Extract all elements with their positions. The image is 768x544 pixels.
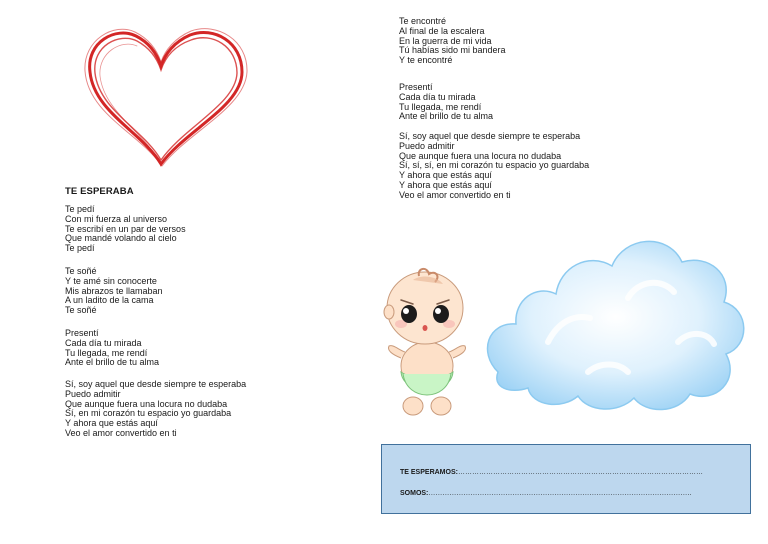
poem-title: TE ESPERABA xyxy=(65,186,134,197)
poem-line: Ante el brillo de tu alma xyxy=(399,111,494,122)
poem-line: Veo el amor convertido en ti xyxy=(65,427,177,438)
poem-line: Sí, sí, sí, en mi corazón tu espacio yo guardaba xyxy=(399,160,590,171)
poem-line: Que aunque fuera una locura no dudaba xyxy=(65,398,228,409)
poem-line: Cada día tu mirada xyxy=(399,91,476,102)
left-stanza-3 xyxy=(65,329,159,368)
announcement-form xyxy=(381,444,751,514)
poem-line: Cada día tu mirada xyxy=(65,337,142,348)
poem-line: Presentí xyxy=(65,328,99,338)
left-stanza-4 xyxy=(65,380,246,439)
poem-line: Sí, soy aquel que desde siempre te esperaba xyxy=(399,131,581,141)
poem-line: Ante el brillo de tu alma xyxy=(65,357,160,368)
poem-line: Y ahora que estás aquí xyxy=(399,179,492,190)
poem-line: Y ahora que estás aquí xyxy=(65,418,158,429)
left-stanza-1 xyxy=(65,205,186,254)
poem-line: Te encontré xyxy=(399,16,447,26)
poem-line: Te soñé xyxy=(65,266,97,276)
poem-line: Al final de la escalera xyxy=(399,25,485,36)
poem-line: Presentí xyxy=(399,82,433,92)
poem-line: Tú habías sido mi bandera xyxy=(399,45,506,56)
poem-line: Que mandé volando al cielo xyxy=(65,233,177,244)
poem-line: Puedo admitir xyxy=(399,140,455,151)
waiting-field-row xyxy=(400,469,703,476)
right-stanza-3 xyxy=(399,132,589,201)
poem-line: Tu llegada, me rendí xyxy=(399,101,482,112)
parents-field-row xyxy=(400,490,691,497)
poem-line: Y ahora que estás aquí xyxy=(399,170,492,181)
poem-line: Te pedí xyxy=(65,204,95,214)
poem-line: En la guerra de mi vida xyxy=(399,35,492,46)
poem-line: Que aunque fuera una locura no dudaba xyxy=(399,150,562,161)
poem-line: Mis abrazos te llamaban xyxy=(65,285,163,296)
poem-line: Y te amé sin conocerte xyxy=(65,275,157,286)
heart-icon xyxy=(64,14,274,169)
poem-line: Sí, soy aquel que desde siempre te esperaba xyxy=(65,379,247,389)
poem-line: Veo el amor convertido en ti xyxy=(399,189,511,200)
left-stanza-2 xyxy=(65,267,163,316)
parents-blank-line[interactable]: ………………………………………………………………………………………………….. xyxy=(428,490,692,497)
right-stanza-1 xyxy=(399,17,506,66)
poem-line: Y te encontré xyxy=(399,55,453,66)
poem-line: A un ladito de la cama xyxy=(65,295,154,306)
poem-line: Te escribí en un par de versos xyxy=(65,223,186,234)
baby-icon xyxy=(383,266,473,421)
poem-line: Con mi fuerza al universo xyxy=(65,213,168,224)
waiting-blank-line[interactable]: …………………………………………………………………………………………… xyxy=(457,469,703,476)
poem-line: Puedo admitir xyxy=(65,388,121,399)
poem-line: Te pedí xyxy=(65,243,95,254)
cloud-icon xyxy=(478,222,753,417)
parents-label: SOMOS: xyxy=(400,490,429,497)
poem-line: Sí, en mi corazón tu espacio yo guardaba xyxy=(65,408,232,419)
poem-line: Tu llegada, me rendí xyxy=(65,347,148,358)
waiting-label: TE ESPERAMOS: xyxy=(400,469,458,476)
right-stanza-2 xyxy=(399,83,493,122)
poem-line: Te soñé xyxy=(65,305,97,316)
